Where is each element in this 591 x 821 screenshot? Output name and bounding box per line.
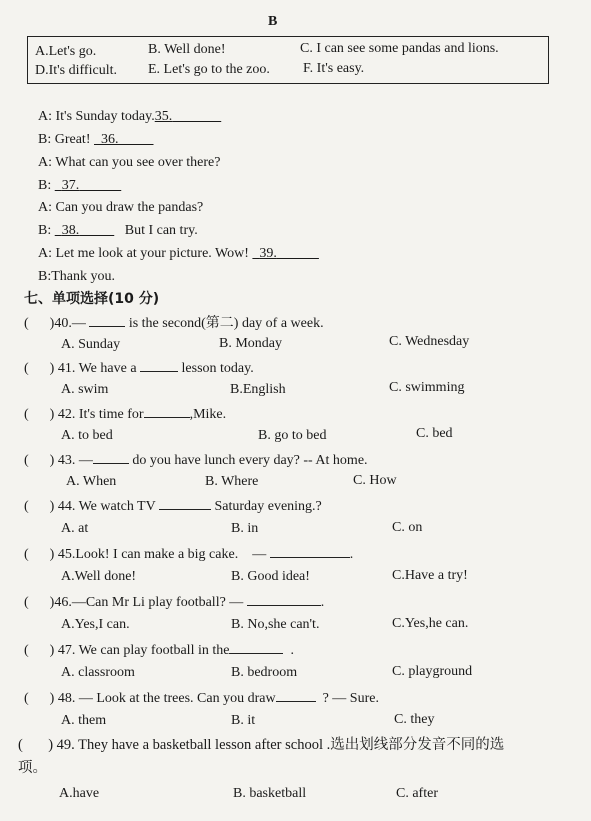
speaker: B: xyxy=(38,223,52,238)
dialogue-line-1 xyxy=(38,109,221,125)
dialogue-line-2 xyxy=(38,132,154,148)
answer-blank[interactable]: 39. xyxy=(259,246,277,261)
q48-option-a[interactable]: A. them xyxy=(61,713,107,728)
question-40: ( )40.— is the second(第二) day of a week. xyxy=(24,316,324,331)
q42-option-b[interactable]: B. go to bed xyxy=(258,428,327,443)
answer-paren[interactable]: ( ) xyxy=(24,595,55,610)
q48-option-b[interactable]: B. it xyxy=(231,713,256,728)
q49-option-b[interactable]: B. basketball xyxy=(233,786,307,801)
question-42: ( ) 42. It's time for ,Mike. xyxy=(24,407,227,422)
speaker: A: xyxy=(38,155,52,170)
answer-blank[interactable]: 35. xyxy=(154,109,173,124)
option-d: D.It's difficult. xyxy=(35,63,117,78)
q41-option-c[interactable]: C. swimming xyxy=(389,380,465,395)
q40-option-b[interactable]: B. Monday xyxy=(219,336,282,351)
question-46: ( )46.—Can Mr Li play football? — . xyxy=(24,595,325,610)
dialogue-line-7 xyxy=(38,246,319,262)
q48-option-c[interactable]: C. they xyxy=(394,712,435,727)
q45-option-c[interactable]: C.Have a try! xyxy=(392,568,468,583)
answer-paren[interactable]: ( ) xyxy=(24,407,55,422)
question-43: ( ) 43. — do you have lunch every day? -- At home. xyxy=(24,453,368,468)
speaker: B: xyxy=(38,269,52,284)
fill-blank[interactable] xyxy=(229,641,283,654)
q46-option-a[interactable]: A.Yes,I can. xyxy=(61,617,130,632)
q44-option-b[interactable]: B. in xyxy=(231,521,259,536)
option-a: A.Let's go. xyxy=(35,44,97,59)
q46-option-b[interactable]: B. No,she can't. xyxy=(231,617,320,632)
fill-blank[interactable] xyxy=(270,545,350,558)
q43-option-c[interactable]: C. How xyxy=(353,473,397,488)
speaker: A: xyxy=(38,200,52,215)
dialogue-line-5 xyxy=(38,200,203,216)
answer-paren[interactable]: ( ) xyxy=(24,547,55,562)
dialogue-text: Can you draw the pandas? xyxy=(55,200,204,215)
option-c: C. I can see some pandas and lions. xyxy=(300,41,499,56)
fill-blank[interactable] xyxy=(144,405,190,418)
q41-option-a[interactable]: A. swim xyxy=(61,382,109,397)
answer-paren[interactable]: ( ) xyxy=(24,499,55,514)
q49-option-c[interactable]: C. after xyxy=(396,786,438,801)
answer-paren[interactable]: ( ) xyxy=(24,691,55,706)
speaker: A: xyxy=(38,246,52,261)
answer-paren[interactable]: ( ) xyxy=(24,643,55,658)
question-49-cont: 项。 xyxy=(18,760,47,776)
section-7-title: 七、单项选择(10 分) xyxy=(24,291,160,307)
question-41: ( ) 41. We have a lesson today. xyxy=(24,361,254,376)
q43-option-b[interactable]: B. Where xyxy=(205,474,259,489)
dialogue-line-6 xyxy=(38,223,198,239)
q47-option-b[interactable]: B. bedroom xyxy=(231,665,298,680)
fill-blank[interactable] xyxy=(247,593,321,606)
q49-option-a[interactable]: A.have xyxy=(59,786,100,801)
question-45: ( ) 45.Look! I can make a big cake. — . xyxy=(24,547,354,562)
q47-option-c[interactable]: C. playground xyxy=(392,664,473,679)
q42-option-c[interactable]: C. bed xyxy=(416,426,453,441)
dialogue-text: It's Sunday today. xyxy=(55,109,155,124)
option-f: F. It's easy. xyxy=(303,61,365,76)
q40-option-a[interactable]: A. Sunday xyxy=(61,337,121,352)
answer-blank[interactable]: 38. xyxy=(61,223,80,238)
fill-blank[interactable] xyxy=(140,359,178,372)
q44-option-a[interactable]: A. at xyxy=(61,521,89,536)
q45-option-b[interactable]: B. Good idea! xyxy=(231,569,310,584)
fill-blank[interactable] xyxy=(89,314,125,327)
q41-option-b[interactable]: B.English xyxy=(230,382,286,397)
q43-option-a[interactable]: A. When xyxy=(66,474,117,489)
answer-blank[interactable]: 36. xyxy=(101,132,119,147)
dialogue-text: What can you see over there? xyxy=(55,155,221,170)
q40-option-c[interactable]: C. Wednesday xyxy=(389,334,470,349)
section-b-title: B xyxy=(268,14,278,29)
q42-option-a[interactable]: A. to bed xyxy=(61,428,113,443)
fill-blank[interactable] xyxy=(159,497,211,510)
dialogue-text: Thank you. xyxy=(51,269,115,284)
option-e: E. Let's go to the zoo. xyxy=(148,62,270,77)
dialogue-line-3 xyxy=(38,155,220,171)
q47-option-a[interactable]: A. classroom xyxy=(61,665,135,680)
speaker: A: xyxy=(38,109,52,124)
dialogue-text: Great! xyxy=(54,132,91,147)
q46-option-c[interactable]: C.Yes,he can. xyxy=(392,616,469,631)
question-48: ( ) 48. — Look at the trees. Can you draw ? — Sure. xyxy=(24,691,379,706)
dialogue-line-4 xyxy=(38,178,121,194)
answer-paren[interactable]: ( ) xyxy=(24,361,55,376)
fill-blank[interactable] xyxy=(276,689,316,702)
speaker: B: xyxy=(38,132,52,147)
question-44: ( ) 44. We watch TV Saturday evening.? xyxy=(24,499,322,514)
answer-paren[interactable]: ( ) xyxy=(24,316,55,331)
option-b: B. Well done! xyxy=(148,42,226,57)
answer-blank[interactable]: 37. xyxy=(61,178,80,193)
answer-paren[interactable]: ( ) xyxy=(24,453,55,468)
dialogue-text: But I can try. xyxy=(124,223,198,238)
q45-option-a[interactable]: A.Well done! xyxy=(61,569,137,584)
question-47: ( ) 47. We can play football in the . xyxy=(24,643,294,658)
answer-paren[interactable]: ( ) xyxy=(18,737,54,753)
speaker: B: xyxy=(38,178,52,193)
question-49: ( ) 49. They have a basketball lesson after school .选出划线部分发音不同的选 xyxy=(18,737,505,753)
dialogue-line-8 xyxy=(38,269,115,285)
dialogue-text: Let me look at your picture. Wow! xyxy=(55,246,249,261)
fill-blank[interactable] xyxy=(93,451,129,464)
q44-option-c[interactable]: C. on xyxy=(392,520,423,535)
